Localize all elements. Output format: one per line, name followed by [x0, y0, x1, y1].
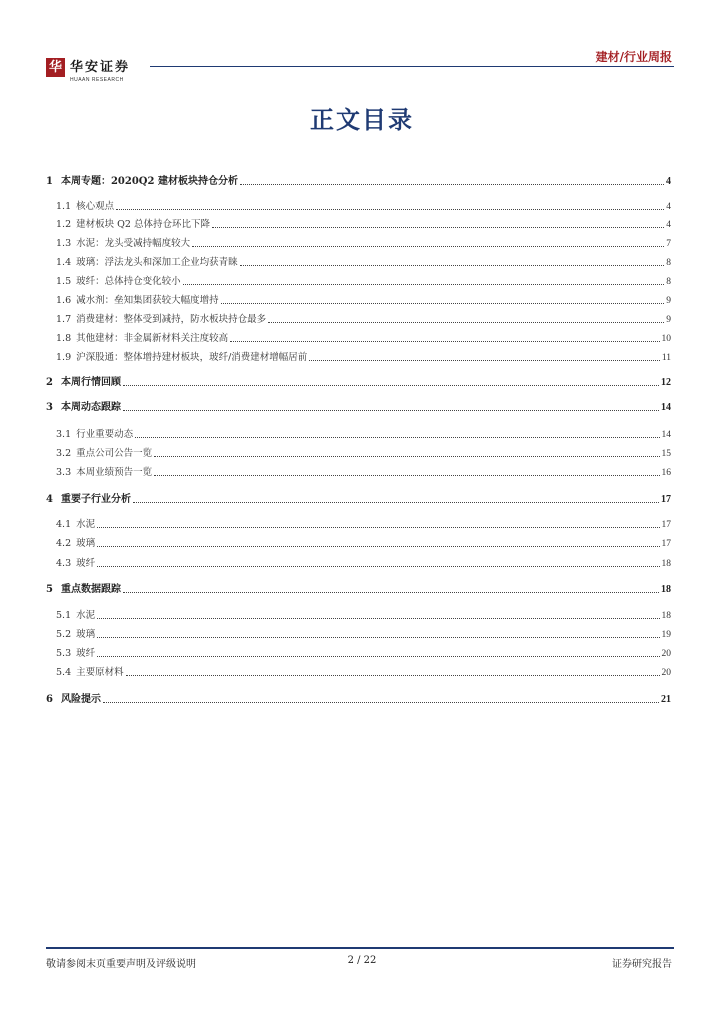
toc-entry-label: 玻璃：浮法龙头和深加工企业均获青睐: [76, 257, 238, 268]
footer-disclaimer: 敬请参阅末页重要声明及评级说明: [46, 959, 196, 970]
toc-entry[interactable]: [56, 536, 671, 550]
toc-entry-number: 1.2: [56, 219, 72, 230]
toc-entry-number: 4.3: [56, 558, 72, 569]
toc-entry-page: 11: [661, 353, 671, 363]
toc-entry[interactable]: [46, 492, 671, 506]
toc-entry[interactable]: [46, 174, 671, 188]
toc-entry-number: 3.3: [56, 467, 72, 478]
toc-entry[interactable]: [56, 199, 671, 213]
toc-entry-page: 8: [666, 277, 671, 287]
toc-entry-number: 3: [46, 402, 53, 413]
toc-entry[interactable]: [56, 293, 671, 307]
toc-leader-dots: [240, 264, 665, 266]
toc-leader-dots: [183, 283, 665, 285]
toc-entry-number: 5: [46, 584, 53, 595]
toc-leader-dots: [97, 565, 659, 567]
toc-entry-number: 1.5: [56, 276, 72, 287]
toc-leader-dots: [123, 591, 659, 593]
toc-entry-page: 9: [666, 315, 671, 325]
toc-entry[interactable]: [56, 255, 671, 269]
toc-leader-dots: [154, 455, 659, 457]
toc-leader-dots: [126, 674, 660, 676]
page-title: 正文目录: [310, 105, 414, 134]
logo-name-en: HUAAN RESEARCH: [70, 77, 124, 83]
toc-entry-page: 15: [661, 449, 671, 459]
toc-leader-dots: [123, 384, 659, 386]
toc-entry[interactable]: [56, 331, 671, 345]
toc-entry[interactable]: [56, 517, 671, 531]
toc-entry-page: 21: [661, 694, 671, 705]
toc-entry-label: 本周行情回顾: [60, 377, 121, 388]
toc-leader-dots: [97, 636, 659, 638]
toc-entry-label: 水泥: [76, 610, 96, 621]
toc-entry-page: 17: [661, 539, 671, 549]
toc-entry-number: 5.2: [56, 629, 72, 640]
toc-entry[interactable]: [56, 236, 671, 250]
toc-entry-number: 1.3: [56, 238, 72, 249]
toc-entry-page: 4: [666, 202, 671, 212]
toc-entry-page: 16: [661, 468, 671, 478]
toc-entry-number: 5.4: [56, 667, 72, 678]
toc-leader-dots: [123, 409, 659, 411]
toc-entry-page: 18: [661, 559, 671, 569]
toc-entry-number: 3.2: [56, 448, 72, 459]
toc-entry-number: 1.9: [56, 352, 72, 363]
toc-leader-dots: [221, 302, 665, 304]
report-category: 建材/行业周报: [595, 50, 672, 64]
toc-entry[interactable]: [46, 400, 671, 414]
toc-entry-label: 玻纤: [76, 648, 96, 659]
toc-entry-label: 主要原材料: [76, 667, 124, 678]
toc-entry-number: 4: [46, 494, 53, 505]
toc-entry[interactable]: [56, 350, 671, 364]
toc-entry[interactable]: [56, 217, 671, 231]
toc-entry-page: 20: [661, 668, 671, 678]
toc-entry[interactable]: [56, 465, 671, 479]
toc-leader-dots: [103, 701, 659, 703]
toc-entry-label: 玻纤: [76, 558, 96, 569]
company-logo: [46, 58, 156, 88]
toc-entry-label: 玻璃: [76, 629, 96, 640]
toc-entry-label: 风险提示: [60, 694, 101, 705]
footer-divider: [46, 947, 674, 949]
toc-entry-label: 玻纤：总体持仓变化较小: [76, 276, 181, 287]
toc-entry[interactable]: [56, 427, 671, 441]
toc-entry-page: 8: [666, 258, 671, 268]
toc-leader-dots: [116, 208, 664, 210]
toc-entry[interactable]: [46, 582, 671, 596]
toc-entry[interactable]: [56, 274, 671, 288]
toc-entry[interactable]: [56, 556, 671, 570]
toc-entry-page: 18: [661, 611, 671, 621]
toc-leader-dots: [97, 526, 659, 528]
toc-entry-page: 7: [666, 239, 671, 249]
toc-leader-dots: [97, 617, 659, 619]
toc-entry[interactable]: [56, 665, 671, 679]
toc-entry-number: 6: [46, 694, 53, 705]
toc-entry-page: 12: [661, 377, 671, 388]
toc-entry-page: 19: [661, 630, 671, 640]
toc-entry-label: 本周动态跟踪: [60, 402, 121, 413]
toc-entry-page: 18: [661, 584, 671, 595]
toc-leader-dots: [135, 436, 659, 438]
toc-entry-page: 20: [661, 649, 671, 659]
logo-seal-icon: 华: [46, 58, 65, 77]
toc-leader-dots: [309, 359, 660, 361]
toc-entry-label: 玻璃: [76, 538, 96, 549]
toc-leader-dots: [212, 226, 664, 228]
toc-entry-number: 4.2: [56, 538, 72, 549]
toc-entry-number: 1.8: [56, 333, 72, 344]
toc-entry-number: 4.1: [56, 519, 72, 530]
toc-entry-label: 重要子行业分析: [60, 494, 131, 505]
toc-entry-label: 其他建材：非金属新材料关注度较高: [76, 333, 229, 344]
toc-entry-page: 4: [666, 176, 671, 187]
toc-entry-page: 4: [666, 220, 671, 230]
toc-entry-label: 重点数据跟踪: [60, 584, 121, 595]
toc-entry-page: 17: [661, 494, 671, 505]
toc-entry[interactable]: [56, 446, 671, 460]
toc-entry-label: 水泥：龙头受减持幅度较大: [76, 238, 191, 249]
toc-entry-number: 1: [46, 176, 53, 187]
toc-entry-number: 5.3: [56, 648, 72, 659]
toc-entry-number: 5.1: [56, 610, 72, 621]
toc-leader-dots: [192, 245, 664, 247]
logo-name-cn: 华安证券: [70, 60, 131, 75]
toc-entry-label: 核心观点: [76, 201, 115, 212]
toc-entry-label: 重点公司公告一览: [76, 448, 153, 459]
document-type: 证券研究报告: [612, 959, 672, 970]
page-indicator: 2 / 22: [347, 955, 377, 966]
toc-entry-number: 3.1: [56, 429, 72, 440]
toc-leader-dots: [97, 545, 659, 547]
toc-entry-page: 14: [661, 402, 671, 413]
header-divider: [150, 66, 674, 67]
toc-entry[interactable]: [56, 608, 671, 622]
toc-entry-page: 17: [661, 520, 671, 530]
toc-leader-dots: [154, 474, 659, 476]
toc-leader-dots: [97, 655, 659, 657]
toc-entry-number: 1.6: [56, 295, 72, 306]
toc-entry-number: 1.1: [56, 201, 72, 212]
toc-entry-label: 本周专题：2020Q2 建材板块持仓分析: [60, 176, 238, 187]
toc-entry-label: 行业重要动态: [76, 429, 134, 440]
toc-entry-number: 2: [46, 377, 53, 388]
toc-entry-label: 本周业绩预告一览: [76, 467, 153, 478]
toc-entry[interactable]: [56, 627, 671, 641]
toc-entry-label: 减水剂：垒知集团获较大幅度增持: [76, 295, 219, 306]
toc-entry-number: 1.7: [56, 314, 72, 325]
toc-leader-dots: [268, 321, 664, 323]
toc-leader-dots: [230, 340, 659, 342]
toc-entry-page: 9: [666, 296, 671, 306]
toc-entry-page: 14: [661, 430, 671, 440]
toc-entry[interactable]: [56, 646, 671, 660]
toc-entry-label: 沪深股通：整体增持建材板块，玻纤/消费建材增幅居前: [76, 352, 308, 363]
toc-entry[interactable]: [56, 312, 671, 326]
toc-entry[interactable]: [46, 692, 671, 706]
toc-entry-label: 建材板块 Q2 总体持仓环比下降: [76, 219, 210, 230]
toc-leader-dots: [133, 501, 659, 503]
toc-entry[interactable]: [46, 375, 671, 389]
toc-entry-page: 10: [661, 334, 671, 344]
toc-entry-label: 消费建材：整体受到减持，防水板块持仓最多: [76, 314, 267, 325]
toc-entry-label: 水泥: [76, 519, 96, 530]
toc-entry-number: 1.4: [56, 257, 72, 268]
toc-leader-dots: [240, 183, 664, 185]
